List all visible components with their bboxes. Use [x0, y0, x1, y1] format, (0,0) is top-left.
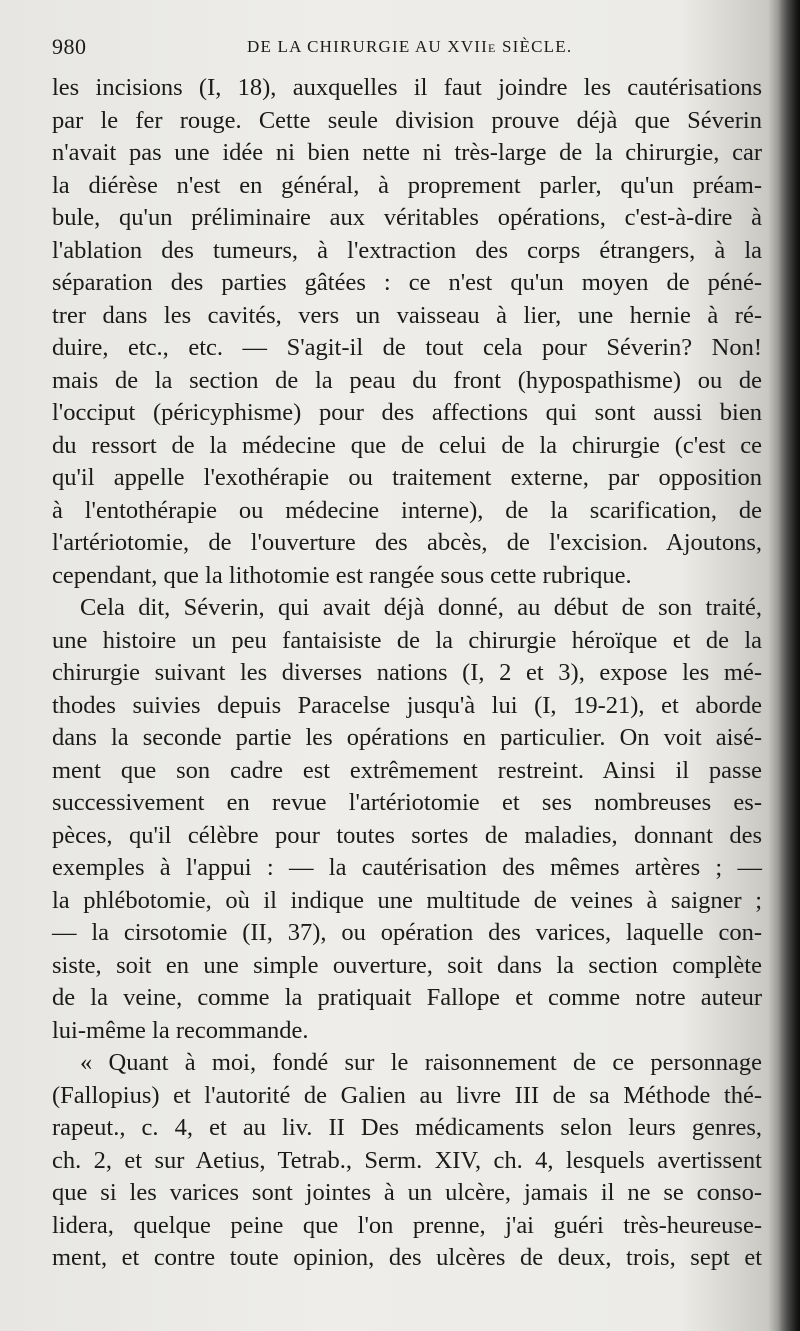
text-line: exemples à l'appui : — la cautérisation des mêmes artères ; —	[52, 854, 762, 881]
text-line: Cela dit, Séverin, qui avait déjà donné, au début de son traité,	[80, 594, 762, 621]
text-line: thodes suivies depuis Paracelse jusqu'à lui (I, 19-21), et aborde	[52, 691, 762, 719]
text-line: pèces, qu'il célèbre pour toutes sortes de maladies, donnant des	[52, 821, 762, 849]
text-line: séparation des parties gâtées : ce n'est qu'un moyen de péné-	[52, 269, 762, 296]
text-line: une histoire un peu fantaisiste de la chirurgie héroïque et de la	[52, 626, 762, 654]
running-title: DE LA CHIRURGIE AU XVIIe SIÈCLE.	[247, 37, 573, 56]
text-line: à l'entothérapie ou médecine interne), de la scarification, de	[52, 496, 762, 524]
text-line: trer dans les cavités, vers un vaisseau à lier, une hernie à ré-	[52, 301, 762, 329]
text-line: ch. 2, et sur Aetius, Tetrab., Serm. XIV, ch. 4, lesquels avertissent	[52, 1146, 762, 1174]
text-line: bule, qu'un préliminaire aux véritables opérations, c'est-à-dire à	[52, 204, 762, 231]
text-line: par le fer rouge. Cette seule division prouve déjà que Séverin	[52, 106, 762, 134]
text-line: les incisions (I, 18), auxquelles il faut joindre les cautérisations	[52, 74, 762, 101]
text-line: — la cirsotomie (II, 37), ou opération des varices, laquelle con-	[52, 919, 762, 946]
text-line: de la veine, comme la pratiquait Fallope et comme notre auteur	[52, 984, 762, 1011]
text-line: rapeut., c. 4, et au liv. II Des médicaments selon leurs genres,	[52, 1114, 762, 1141]
text-line: la phlébotomie, où il indique une multitude de veines à saigner ;	[52, 886, 762, 914]
text-line: l'occiput (péricyphisme) pour des affections qui sont aussi bien	[52, 399, 762, 426]
text-line: cependant, que la lithotomie est rangée sous cette rubrique.	[52, 561, 632, 589]
text-line: que si les varices sont jointes à un ulcère, jamais il ne se conso-	[52, 1179, 762, 1206]
text-line: l'ablation des tumeurs, à l'extraction des corps étrangers, à la	[52, 236, 762, 264]
text-line: la diérèse n'est en général, à proprement parler, qu'un préam-	[52, 171, 762, 199]
text-line: siste, soit en une simple ouverture, soit dans la section complète	[52, 951, 762, 979]
text-line: ment, et contre toute opinion, des ulcères de deux, trois, sept et	[52, 1244, 762, 1271]
text-line: qu'il appelle l'exothérapie ou traitement externe, par opposition	[52, 464, 762, 491]
body-text	[52, 72, 762, 1275]
book-gutter-shadow	[778, 0, 800, 1331]
text-line: (Fallopius) et l'autorité de Galien au livre III de sa Méthode thé-	[52, 1081, 762, 1109]
text-line: lidera, quelque peine que l'on prenne, j'ai guéri très-heureuse-	[52, 1211, 762, 1239]
text-line: du ressort de la médecine que de celui de la chirurgie (c'est ce	[52, 431, 762, 459]
text-line: mais de la section de la peau du front (hypospathisme) ou de	[52, 366, 762, 394]
text-line: duire, etc., etc. — S'agit-il de tout cela pour Séverin? Non!	[52, 334, 762, 361]
text-line: dans la seconde partie les opérations en particulier. On voit aisé-	[52, 724, 762, 751]
text-line: successivement en revue l'artériotomie et ses nombreuses es-	[52, 789, 762, 816]
page-header	[52, 34, 752, 64]
text-line: n'avait pas une idée ni bien nette ni très-large de la chirurgie, car	[52, 139, 762, 166]
page-number: 980	[52, 34, 87, 59]
text-line: ment que son cadre est extrêmement restreint. Ainsi il passe	[52, 756, 762, 784]
text-line: l'artériotomie, de l'ouverture des abcès, de l'excision. Ajoutons,	[52, 529, 762, 556]
text-line: « Quant à moi, fondé sur le raisonnement de ce personnage	[80, 1049, 762, 1076]
text-line: chirurgie suivant les diverses nations (I, 2 et 3), expose les mé-	[52, 659, 762, 686]
text-line: lui-même la recommande.	[52, 1016, 309, 1044]
